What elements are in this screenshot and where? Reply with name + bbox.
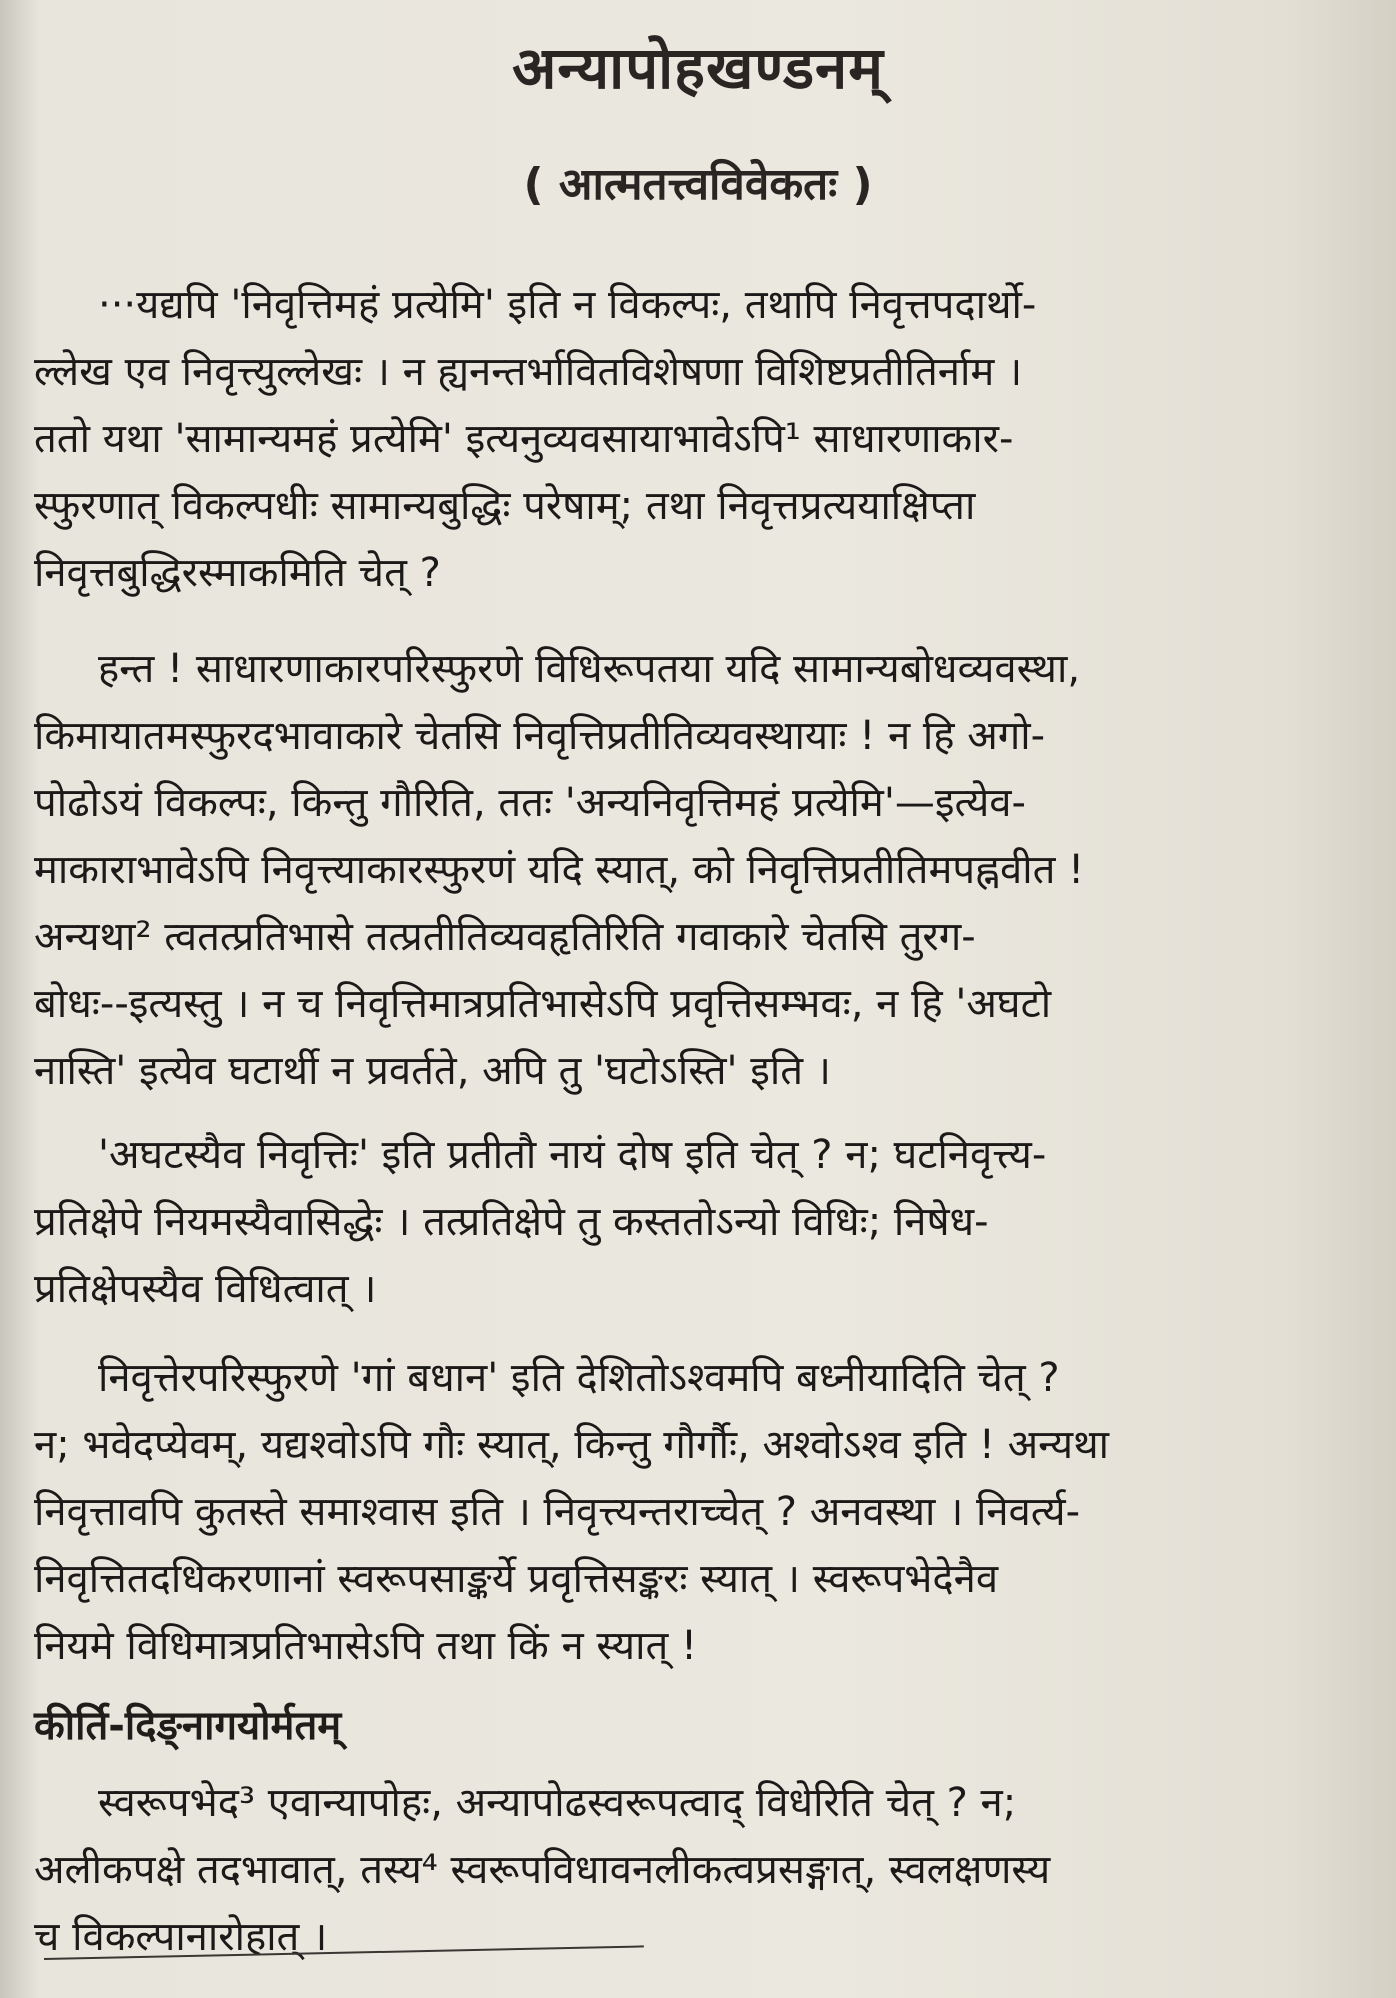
paragraph-4 [34,1345,1364,1680]
text-line: किमायातमस्फुरदभावाकारे चेतसि निवृत्तिप्रतीतिव्यवस्थायाः ! न हि अगो- [34,713,1046,759]
text-line: स्फुरणात् विकल्पधीः सामान्यबुद्धिः परेषाम्; तथा निवृत्तप्रत्ययाक्षिप्ता [34,483,976,529]
text-line: ···यद्यपि 'निवृत्तिमहं प्रत्येमि' इति न विकल्पः, तथापि निवृत्तपदार्थो- [98,282,1037,328]
text-line: पोढोऽयं विकल्पः, किन्तु गौरिति, ततः 'अन्यनिवृत्तिमहं प्रत्येमि'—इत्येव- [34,780,1026,826]
text-line: प्रतिक्षेपस्यैव विधित्वात् । [34,1266,377,1312]
text-line: बोधः--इत्यस्तु । न च निवृत्तिमात्रप्रतिभासेऽपि प्रवृत्तिसम्भवः, न हि 'अघटो [34,981,1052,1027]
text-line: ततो यथा 'सामान्यमहं प्रत्येमि' इत्यनुव्यवसायाभावेऽपि¹ साधारणाकार- [34,416,1014,462]
text-line: नियमे विधिमात्रप्रतिभासेऽपि तथा किं न स्यात् ! [34,1623,698,1669]
text-line: 'अघटस्यैव निवृत्तिः' इति प्रतीतौ नायं दोष इति चेत् ? न; घटनिवृत्त्य- [98,1132,1047,1178]
text-line: निवृत्तेरपरिस्फुरणे 'गां बधान' इति देशितोऽश्वमपि बध्नीयादिति चेत् ? [98,1355,1060,1401]
text-line: न; भवेदप्येवम्, यद्यश्वोऽपि गौः स्यात्, किन्तु गौर्गौः, अश्वोऽश्व इति ! अन्यथा [34,1422,1110,1468]
paragraph-2 [34,636,1364,1105]
paragraph-3 [34,1122,1364,1323]
text-line: हन्त ! साधारणाकारपरिस्फुरणे विधिरूपतया यदि सामान्यबोधव्यवस्था, [98,646,1081,692]
paragraph-5 [34,1770,1364,1971]
text-line: स्वरूपभेद³ एवान्यापोहः, अन्यापोढस्वरूपत्वाद् विधेरिति चेत् ? न; [98,1780,1017,1826]
text-line: नास्ति' इत्येव घटार्थी न प्रवर्तते, अपि तु 'घटोऽस्ति' इति । [34,1048,831,1094]
paragraph-1 [34,272,1364,607]
text-line: माकाराभावेऽपि निवृत्त्याकारस्फुरणं यदि स्यात्, को निवृत्तिप्रतीतिमपह्नवीत ! [34,847,1085,893]
page-subtitle: ( आत्मतत्त्वविवेकतः ) [523,159,873,210]
text-line: निवृत्तितदधिकरणानां स्वरूपसाङ्कर्ये प्रवृत्तिसङ्करः स्यात् । स्वरूपभेदेनैव [34,1556,999,1602]
text-line: निवृत्तावपि कुतस्ते समाश्वास इति । निवृत्त्यन्तराच्चेत् ? अनवस्था । निवर्त्य- [34,1489,1081,1535]
text-line: च विकल्पानारोहात् । [34,1914,328,1960]
section-heading: कीर्ति-दिङ्नागयोर्मतम् [34,1703,342,1749]
text-line: ल्लेख एव निवृत्त्युल्लेखः । न ह्यनन्तर्भावितविशेषणा विशिष्टप्रतीतिर्नाम । [34,349,1023,395]
text-line: प्रतिक्षेपे नियमस्यैवासिद्धेः । तत्प्रतिक्षेपे तु कस्ततोऽन्यो विधिः; निषेध- [34,1199,989,1245]
text-line: अन्यथा² त्वतत्प्रतिभासे तत्प्रतीतिव्यवहृतिरिति गवाकारे चेतसि तुरग- [34,914,976,960]
page-title: अन्यापोहखण्डनम् [512,34,884,102]
text-line: अलीकपक्षे तदभावात्, तस्य⁴ स्वरूपविधावनलीकत्वप्रसङ्गात्, स्वलक्षणस्य [34,1847,1051,1893]
text-line: निवृत्तबुद्धिरस्माकमिति चेत् ? [34,550,441,596]
